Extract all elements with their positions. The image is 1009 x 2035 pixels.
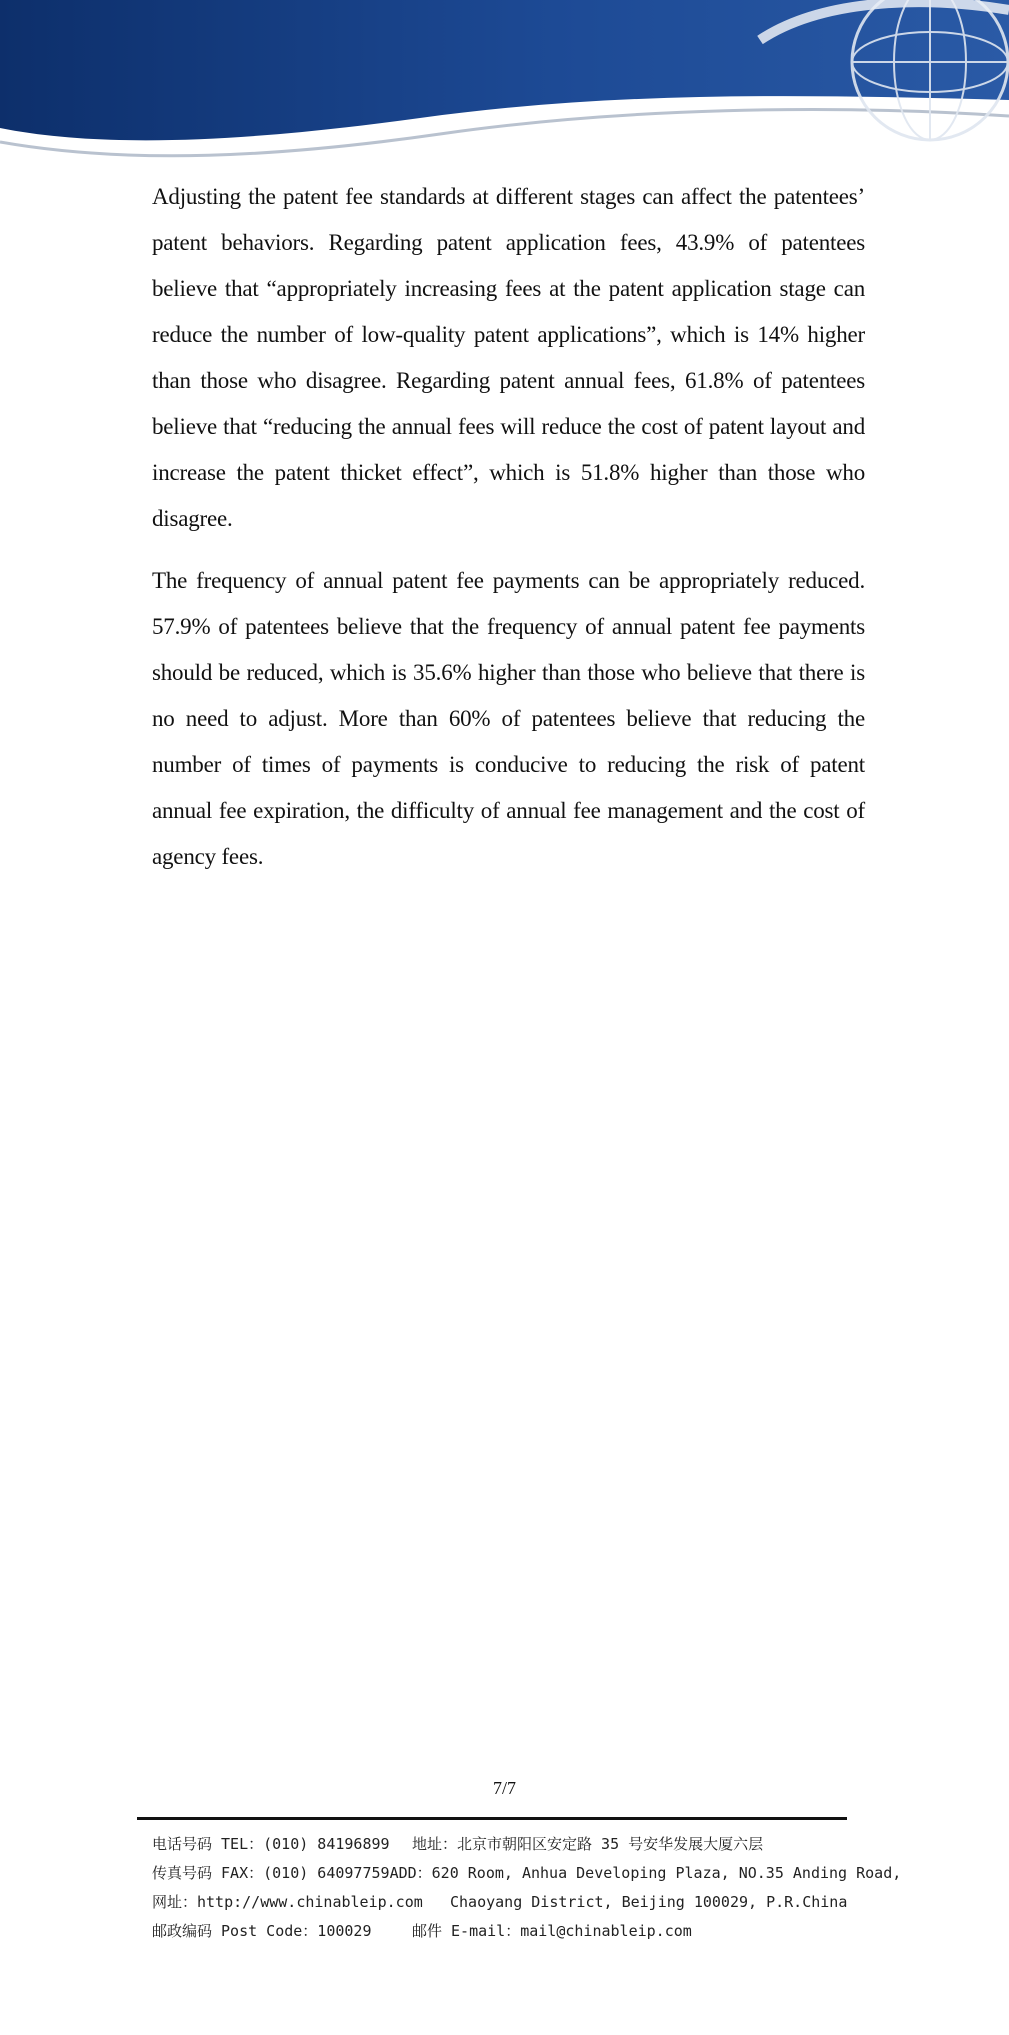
- footer-address-cn: 地址：北京市朝阳区安定路 35 号安华发展大厦六层: [412, 1835, 764, 1853]
- footer-address-en-line1: ADD：620 Room, Anhua Developing Plaza, NO.35 Anding Road,: [389, 1864, 902, 1882]
- document-body: [152, 174, 865, 896]
- paragraph: The frequency of annual patent fee payments can be appropriately reduced. 57.9% of patentees believe that the frequency of annual patent fee payments should be reduced, which is 35.6% higher than those who believe that there is no need to adjust. More than 60% of patentees believe that reducing the number of times of payments is conducive to reducing the risk of patent annual fee expiration, the difficulty of annual fee management and the cost of agency fees.: [152, 568, 865, 869]
- footer-website-link[interactable]: 网址：http://www.chinableip.com: [152, 1893, 423, 1911]
- footer-postcode: 邮政编码 Post Code：100029: [152, 1922, 372, 1940]
- footer-fax: 传真号码 FAX：(010) 64097759: [152, 1864, 390, 1882]
- page-number: 7/7: [492, 1778, 516, 1798]
- contact-footer: [152, 1830, 902, 1946]
- footer-tel: 电话号码 TEL：(010) 84196899: [152, 1835, 390, 1853]
- page-header-banner: [0, 0, 1009, 170]
- footer-email-link[interactable]: 邮件 E-mail：mail@chinableip.com: [412, 1922, 692, 1940]
- footer-address-en-line2: Chaoyang District, Beijing 100029, P.R.China: [450, 1893, 848, 1911]
- header-wave-graphic: [0, 0, 1009, 170]
- footer-divider: [137, 1817, 847, 1820]
- paragraph: Adjusting the patent fee standards at different stages can affect the patentees’ patent behaviors. Regarding patent application fees, 43.9% of patentees believe that “appropriately increasing fees at the patent application stage can reduce the number of low-quality patent applications”, which is 14% higher than those who disagree. Regarding patent annual fees, 61.8% of patentees believe that “reducing the annual fees will reduce the cost of patent layout and increase the patent thicket effect”, which is 51.8% higher than those who disagree.: [152, 184, 865, 531]
